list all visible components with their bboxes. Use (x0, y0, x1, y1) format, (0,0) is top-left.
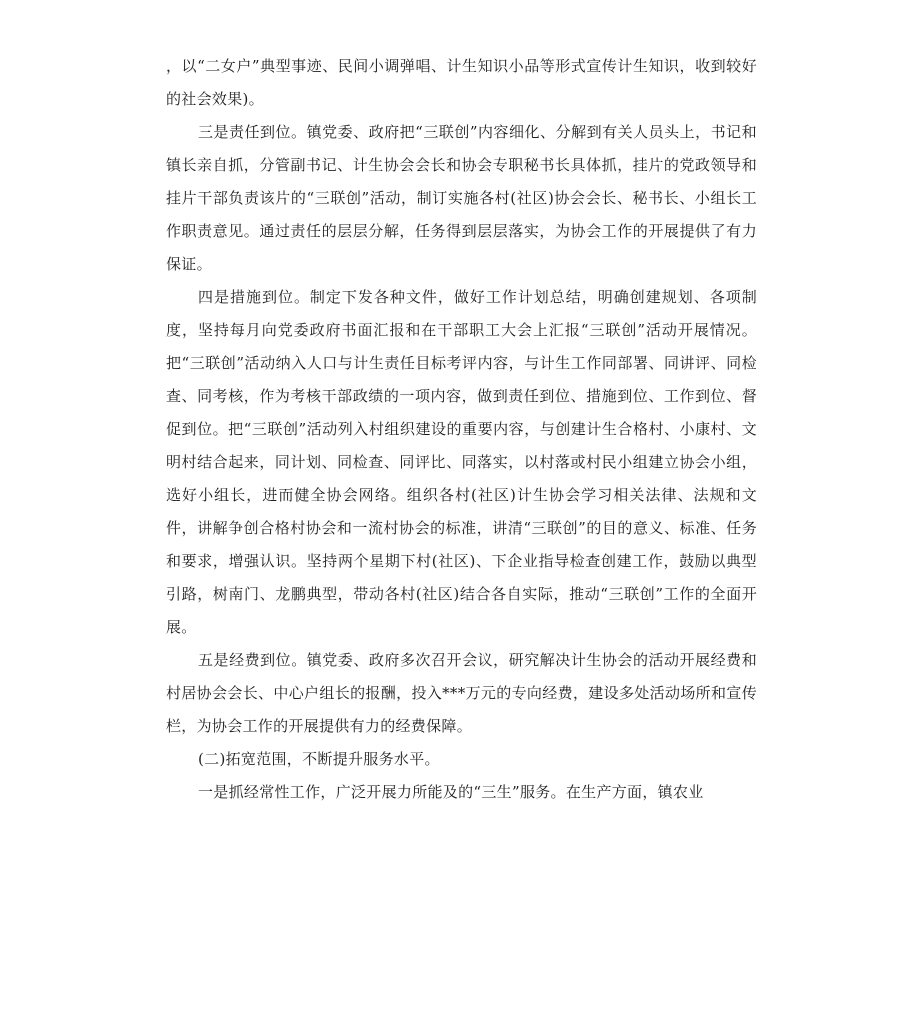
document-body (166, 50, 757, 809)
paragraph-funding: 五是经费到位。镇党委、政府多次召开会议，研究解决计生协会的活动开展经费和村居协会会长、中心户组长的报酬，投入***万元的专向经费，建设多处活动场所和宣传栏，为协会工作的开展提供有力的经费保障。 (166, 651, 757, 735)
paragraph-regular-work: 一是抓经常性工作，广泛开展力所能及的“三生”服务。在生产方面，镇农业 (198, 783, 704, 801)
paragraph-responsibility: 三是责任到位。镇党委、政府把“三联创”内容细化、分解到有关人员头上，书记和镇长亲自抓，分管副书记、计生协会会长和协会专职秘书长具体抓，挂片的党政领导和挂片干部负责该片的“三联创”活动，制订实施各村(社区)协会会长、秘书长、小组长工作职责意见。通过责任的层层分解，任务得到层层落实，为协会工作的开展提供了有力保证。 (166, 123, 757, 273)
paragraph-continuation: ，以“二女户”典型事迹、民间小调弹唱、计生知识小品等形式宣传计生知识，收到较好的社会效果)。 (166, 57, 757, 108)
section-heading: (二)拓宽范围，不断提升服务水平。 (198, 750, 440, 768)
paragraph-measures: 四是措施到位。制定下发各种文件，做好工作计划总结，明确创建规划、各项制度，坚持每月向党委政府书面汇报和在干部职工大会上汇报“三联创”活动开展情况。把“三联创”活动纳入人口与计生责任目标考评内容，与计生工作同部署、同讲评、同检查、同考核，作为考核干部政绩的一项内容，做到责任到位、措施到位、工作到位、督促到位。把“三联创”活动列入村组织建设的重要内容，与创建计生合格村、小康村、文明村结合起来，同计划、同检查、同评比、同落实，以村落或村民小组建立协会小组，选好小组长，进而健全协会网络。组织各村(社区)计生协会学习相关法律、法规和文件，讲解争创合格村协会和一流村协会的标准，讲清“三联创”的目的意义、标准、任务和要求，增强认识。坚持两个星期下村(社区)、下企业指导检查创建工作，鼓励以典型引路，树南门、龙鹏典型，带动各村(社区)结合各自实际，推动“三联创”工作的全面开展。 (166, 288, 757, 636)
